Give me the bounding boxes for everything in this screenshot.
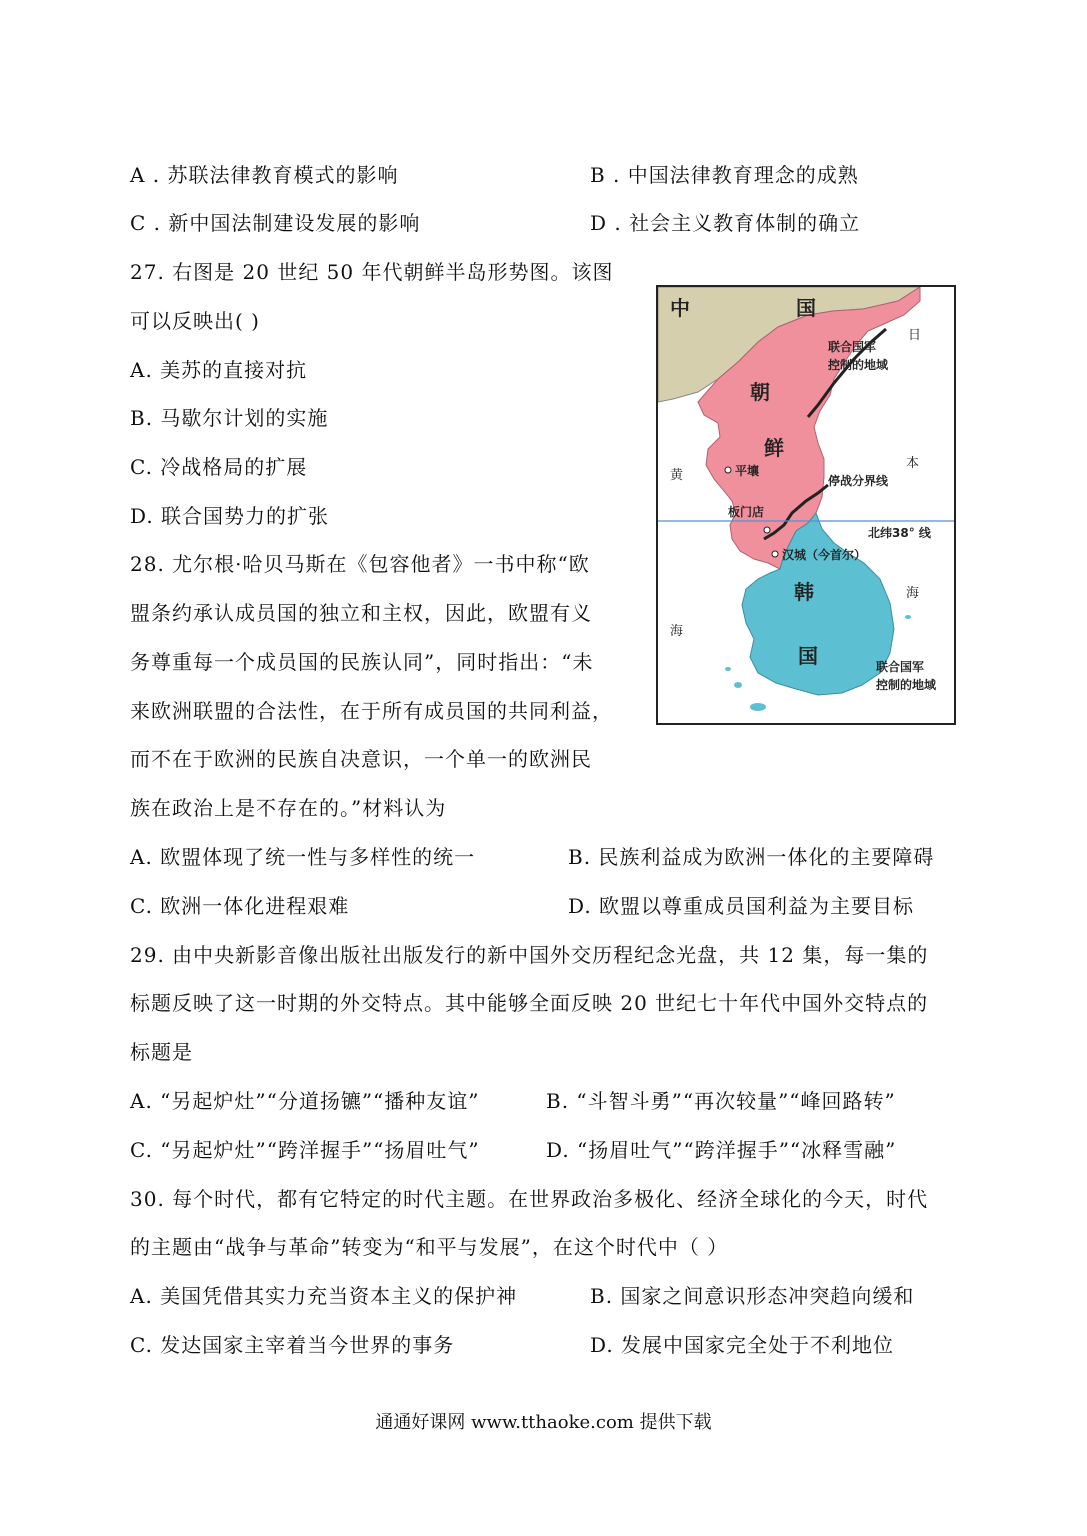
q26-option-b: B . 中国法律教育理念的成熟 xyxy=(590,163,859,187)
q27-stem-line-1: 27. 右图是 20 世纪 50 年代朝鲜半岛形势图。该图 xyxy=(130,260,614,284)
label-hai-left: 海 xyxy=(670,624,684,639)
q28-option-c: C. 欧洲一体化进程艰难 xyxy=(130,894,350,918)
label-pyongyang: 平壤 xyxy=(735,464,760,478)
q28-line-6: 族在政治上是不存在的。”材料认为 xyxy=(130,796,447,820)
label-guo-bottom: 国 xyxy=(798,644,818,668)
page-footer: 通通好课网 www.tthaoke.com 提供下载 xyxy=(375,1412,712,1433)
q30-line-2: 的主题由“战争与革命”转变为“和平与发展”，在这个时代中（ ） xyxy=(130,1235,729,1259)
label-huang: 黄 xyxy=(670,468,684,483)
label-parallel: 北纬38° 线 xyxy=(868,526,931,540)
korean-peninsula-map xyxy=(656,285,956,725)
q30-option-a: A. 美国凭借其实力充当资本主义的保护神 xyxy=(130,1284,518,1308)
q28-line-4: 来欧洲联盟的合法性，在于所有成员国的共同利益， xyxy=(130,699,613,723)
q30-option-d: D. 发展中国家完全处于不利地位 xyxy=(590,1333,895,1357)
q29-line-2: 标题反映了这一时期的外交特点。其中能够全面反映 20 世纪七十年代中国外交特点的 xyxy=(130,991,929,1015)
q28-option-b: B. 民族利益成为欧洲一体化的主要障碍 xyxy=(568,845,935,869)
q27-option-c: C. 冷战格局的扩展 xyxy=(130,455,308,479)
q29-line-3: 标题是 xyxy=(130,1040,193,1064)
q27-option-d: D. 联合国势力的扩张 xyxy=(130,504,330,528)
q28-line-2: 盟条约承认成员国的独立和主权，因此，欧盟有义 xyxy=(130,601,592,625)
q30-option-b: B. 国家之间意识形态冲突趋向缓和 xyxy=(590,1284,915,1308)
q30-option-c: C. 发达国家主宰着当今世界的事务 xyxy=(130,1333,455,1357)
label-armistice: 停战分界线 xyxy=(828,474,889,488)
q27-option-a: A. 美苏的直接对抗 xyxy=(130,358,308,382)
q29-option-b: B. “斗智斗勇”“再次较量”“峰回路转” xyxy=(546,1089,896,1113)
q30-line-1: 30. 每个时代，都有它特定的时代主题。在世界政治多极化、经济全球化的今天，时代 xyxy=(130,1187,929,1211)
pyongyang-marker xyxy=(725,467,731,473)
q28-option-a: A. 欧盟体现了统一性与多样性的统一 xyxy=(130,845,476,869)
q29-option-c: C. “另起炉灶”“跨洋握手”“扬眉吐气” xyxy=(130,1138,480,1162)
label-seoul: 汉城（今首尔） xyxy=(782,548,867,562)
label-un-south-1: 联合国军 xyxy=(876,660,925,674)
q29-option-d: D. “扬眉吐气”“跨洋握手”“冰释雪融” xyxy=(546,1138,897,1162)
label-ri: 日 xyxy=(908,328,922,343)
label-un-north-1: 联合国军 xyxy=(828,340,877,354)
label-china: 中 xyxy=(670,296,690,320)
label-chao: 朝 xyxy=(750,380,770,404)
q28-line-1: 28. 尤尔根·哈贝马斯在《包容他者》一书中称“欧 xyxy=(130,552,590,576)
label-han: 韩 xyxy=(794,580,814,604)
panmunjom-marker xyxy=(764,527,770,533)
label-un-south-2: 控制的地域 xyxy=(876,678,937,692)
label-un-north-2: 控制的地域 xyxy=(828,358,889,372)
label-xian: 鲜 xyxy=(764,436,784,460)
q26-option-d: D . 社会主义教育体制的确立 xyxy=(590,211,861,235)
q28-line-3: 务尊重每一个成员国的民族认同”，同时指出：“未 xyxy=(130,650,594,674)
q27-option-b: B. 马歇尔计划的实施 xyxy=(130,406,329,430)
label-panmunjom: 板门店 xyxy=(728,505,765,519)
q28-line-5: 而不在于欧洲的民族自决意识，一个单一的欧洲民 xyxy=(130,747,592,771)
label-ben: 本 xyxy=(906,456,920,471)
q26-option-a: A . 苏联法律教育模式的影响 xyxy=(130,163,399,187)
q28-option-d: D. 欧盟以尊重成员国利益为主要目标 xyxy=(568,894,915,918)
q27-stem-line-2: 可以反映出( ) xyxy=(130,309,260,333)
q26-option-c: C . 新中国法制建设发展的影响 xyxy=(130,211,421,235)
q29-option-a: A. “另起炉灶”“分道扬镳”“播种友谊” xyxy=(130,1089,480,1113)
label-guo-top: 国 xyxy=(796,296,816,320)
label-hai-right: 海 xyxy=(906,586,920,601)
seoul-marker xyxy=(772,551,778,557)
q29-line-1: 29. 由中央新影音像出版社出版发行的新中国外交历程纪念光盘，共 12 集，每一集的 xyxy=(130,943,929,967)
